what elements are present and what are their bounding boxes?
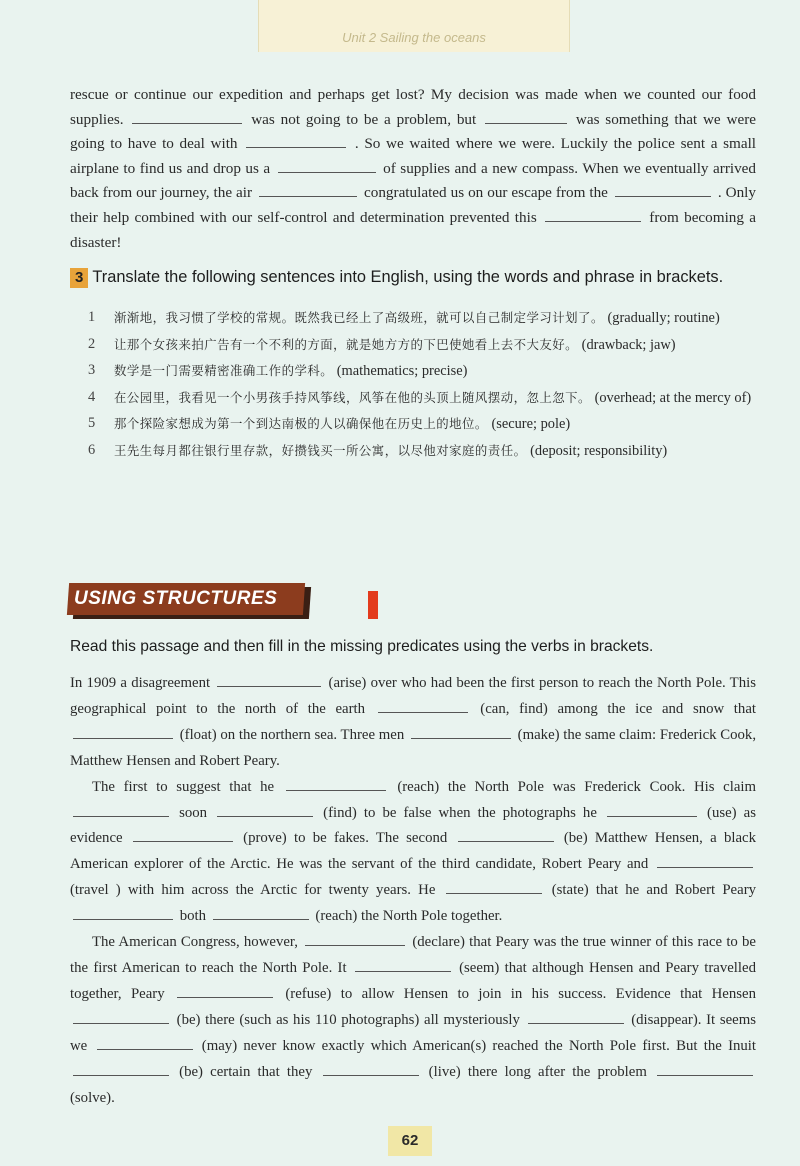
translation-list — [88, 305, 758, 465]
exercise-number: 3 — [70, 268, 88, 288]
item-number: 5 — [88, 415, 96, 432]
translation-item — [88, 411, 758, 438]
answer-blank[interactable] — [528, 1011, 624, 1024]
chinese-sentence: 数学是一门需要精密准确工作的学科。 — [114, 363, 334, 379]
story-text: congratulated us on our escape from the — [363, 184, 608, 202]
passage-text: (make) the same claim: Frederick Cook, Matthew Hensen and Robert Peary. — [70, 726, 757, 769]
answer-blank[interactable] — [133, 829, 233, 842]
translation-item — [88, 358, 758, 385]
story-passage — [70, 83, 756, 255]
page-number: 62 — [388, 1126, 432, 1156]
answer-blank[interactable] — [485, 111, 567, 124]
answer-blank[interactable] — [246, 135, 346, 148]
passage-text: (may) never know exactly which American(s) reached the North Pole first. But the Inuit — [201, 1037, 757, 1054]
item-number: 6 — [88, 441, 96, 458]
chinese-sentence: 在公园里，我看见一个小男孩手持风筝线，风筝在他的头顶上随风摆动，忽上忽下。 — [114, 389, 591, 405]
passage-paragraph — [70, 775, 756, 930]
passage-text: (be) Matthew Hensen, a black American explorer of the Arctic. He was the servant of the third candidate, Robert Peary and — [70, 830, 757, 873]
passage-text: (be) there (such as his 110 photographs) all mysteriously — [176, 1011, 520, 1028]
story-text: from becoming a disaster! — [70, 208, 757, 251]
exercise-heading-text: Translate the following sentences into English, using the words and phrase in brackets. — [92, 268, 724, 286]
story-text: rescue or continue our expedition and perhaps get lost? My decision was made when we counted our food supplies. — [70, 86, 756, 128]
passage-text: The American Congress, however, — [92, 934, 298, 951]
translation-item — [88, 385, 758, 412]
passage-text: (live) there long after the problem — [428, 1063, 647, 1080]
answer-blank[interactable] — [217, 674, 321, 687]
item-number: 1 — [88, 309, 96, 325]
story-text: . Only their help combined with our self-control and determination prevented this — [70, 184, 756, 226]
passage-text: (can, find) among the ice and snow that — [480, 700, 756, 717]
passage-paragraph — [70, 671, 756, 775]
answer-blank[interactable] — [657, 1063, 753, 1076]
passage-text: (find) to be false when the photographs he — [323, 804, 597, 821]
answer-blank[interactable] — [323, 1063, 419, 1076]
item-number: 4 — [88, 388, 96, 405]
answer-blank[interactable] — [217, 804, 313, 817]
chinese-sentence: 让那个女孩来拍广告有一个不利的方面，就是她方方的下巴使她看上去不大友好。 — [114, 336, 579, 352]
answer-blank[interactable] — [278, 160, 376, 173]
passage-text: (disappear). It seems we — [70, 1011, 756, 1054]
answer-blank[interactable] — [378, 700, 468, 713]
translation-item — [88, 332, 758, 359]
story-paragraph — [70, 83, 756, 255]
answer-blank[interactable] — [259, 184, 357, 197]
translation-item — [88, 438, 758, 465]
section-instruction: Read this passage and then fill in the missing predicates using the verbs in brackets. — [70, 638, 654, 655]
passage-paragraph — [70, 930, 756, 1111]
answer-blank[interactable] — [73, 726, 173, 739]
item-number: 3 — [88, 362, 96, 379]
passage-text: In 1909 a disagreement — [70, 675, 211, 691]
answer-blank[interactable] — [213, 907, 309, 920]
answer-blank[interactable] — [73, 1063, 169, 1076]
passage-text: (reach) the North Pole was Frederick Cook. His claim — [397, 778, 757, 795]
word-hint: (mathematics; precise) — [336, 363, 468, 380]
exercise-heading — [70, 268, 770, 288]
answer-blank[interactable] — [73, 1011, 169, 1024]
answer-blank[interactable] — [355, 959, 451, 972]
answer-blank[interactable] — [177, 985, 273, 998]
unit-header-tab — [258, 0, 570, 52]
passage-text: (use) as evidence — [70, 804, 756, 847]
story-text: was something that we were going to have to deal with — [70, 110, 756, 153]
passage-text: (seem) that although Hensen and Peary travelled together, Peary — [70, 959, 756, 1002]
passage-text: (solve). — [70, 1089, 115, 1106]
passage-text: soon — [179, 804, 208, 821]
answer-blank[interactable] — [132, 111, 242, 124]
word-hint: (overhead; at the mercy of) — [594, 389, 752, 406]
passage-text: (travel ) with him across the Arctic for twenty years. He — [70, 882, 436, 899]
translation-item — [88, 305, 758, 332]
banner-title: USING STRUCTURES — [74, 588, 278, 609]
item-number: 2 — [88, 335, 96, 352]
answer-blank[interactable] — [545, 209, 641, 222]
passage-text: (arise) over who had been the first person to reach the North Pole. This geographical point to the north of the earth — [70, 675, 756, 717]
chinese-sentence: 王先生每月都往银行里存款，好攒钱买一所公寓，以尽他对家庭的责任。 — [114, 442, 527, 458]
story-text: . So we waited where we were. Luckily the police sent a small airplane to find us and drop us a — [70, 135, 757, 177]
passage-text: The first to suggest that he — [92, 778, 275, 795]
answer-blank[interactable] — [458, 829, 554, 842]
passage-text: (float) on the northern sea. Three men — [179, 726, 405, 743]
passage-text: both — [179, 908, 207, 925]
answer-blank[interactable] — [73, 804, 169, 817]
answer-blank[interactable] — [73, 907, 173, 920]
answer-blank[interactable] — [615, 184, 711, 197]
passage-text: (reach) the North Pole together. — [315, 908, 503, 925]
word-hint: (drawback; jaw) — [581, 336, 676, 353]
answer-blank[interactable] — [657, 855, 753, 868]
chinese-sentence: 渐渐地，我习惯了学校的常规。既然我已经上了高级班，就可以自己制定学习计划了。 — [114, 310, 604, 325]
unit-title: Unit 2 Sailing the oceans — [342, 30, 486, 45]
banner-accent — [368, 591, 378, 619]
passage-text: (be) certain that they — [179, 1063, 313, 1080]
chinese-sentence: 那个探险家想成为第一个到达南极的人以确保他在历史上的地位。 — [114, 416, 488, 432]
answer-blank[interactable] — [305, 933, 405, 946]
answer-blank[interactable] — [97, 1037, 193, 1050]
word-hint: (deposit; responsibility) — [530, 442, 668, 459]
structures-passage — [70, 671, 756, 1111]
word-hint: (secure; pole) — [491, 416, 571, 433]
passage-text: (refuse) to allow Hensen to join in his success. Evidence that Hensen — [285, 985, 756, 1002]
story-text: was not going to be a problem, but — [251, 110, 477, 128]
answer-blank[interactable] — [286, 778, 386, 791]
passage-text: (state) that he and Robert Peary — [551, 882, 757, 899]
answer-blank[interactable] — [607, 804, 697, 817]
passage-text: (declare) that Peary was the true winner of this race to be the first American to reach the North Pole. It — [70, 934, 756, 976]
answer-blank[interactable] — [411, 726, 511, 739]
passage-text: (prove) to be fakes. The second — [243, 830, 448, 847]
answer-blank[interactable] — [446, 881, 542, 894]
word-hint: (gradually; routine) — [607, 310, 720, 326]
story-text: of supplies and a new compass. When we eventually arrived back from our journey, the air — [70, 159, 757, 202]
section-banner — [68, 583, 311, 619]
